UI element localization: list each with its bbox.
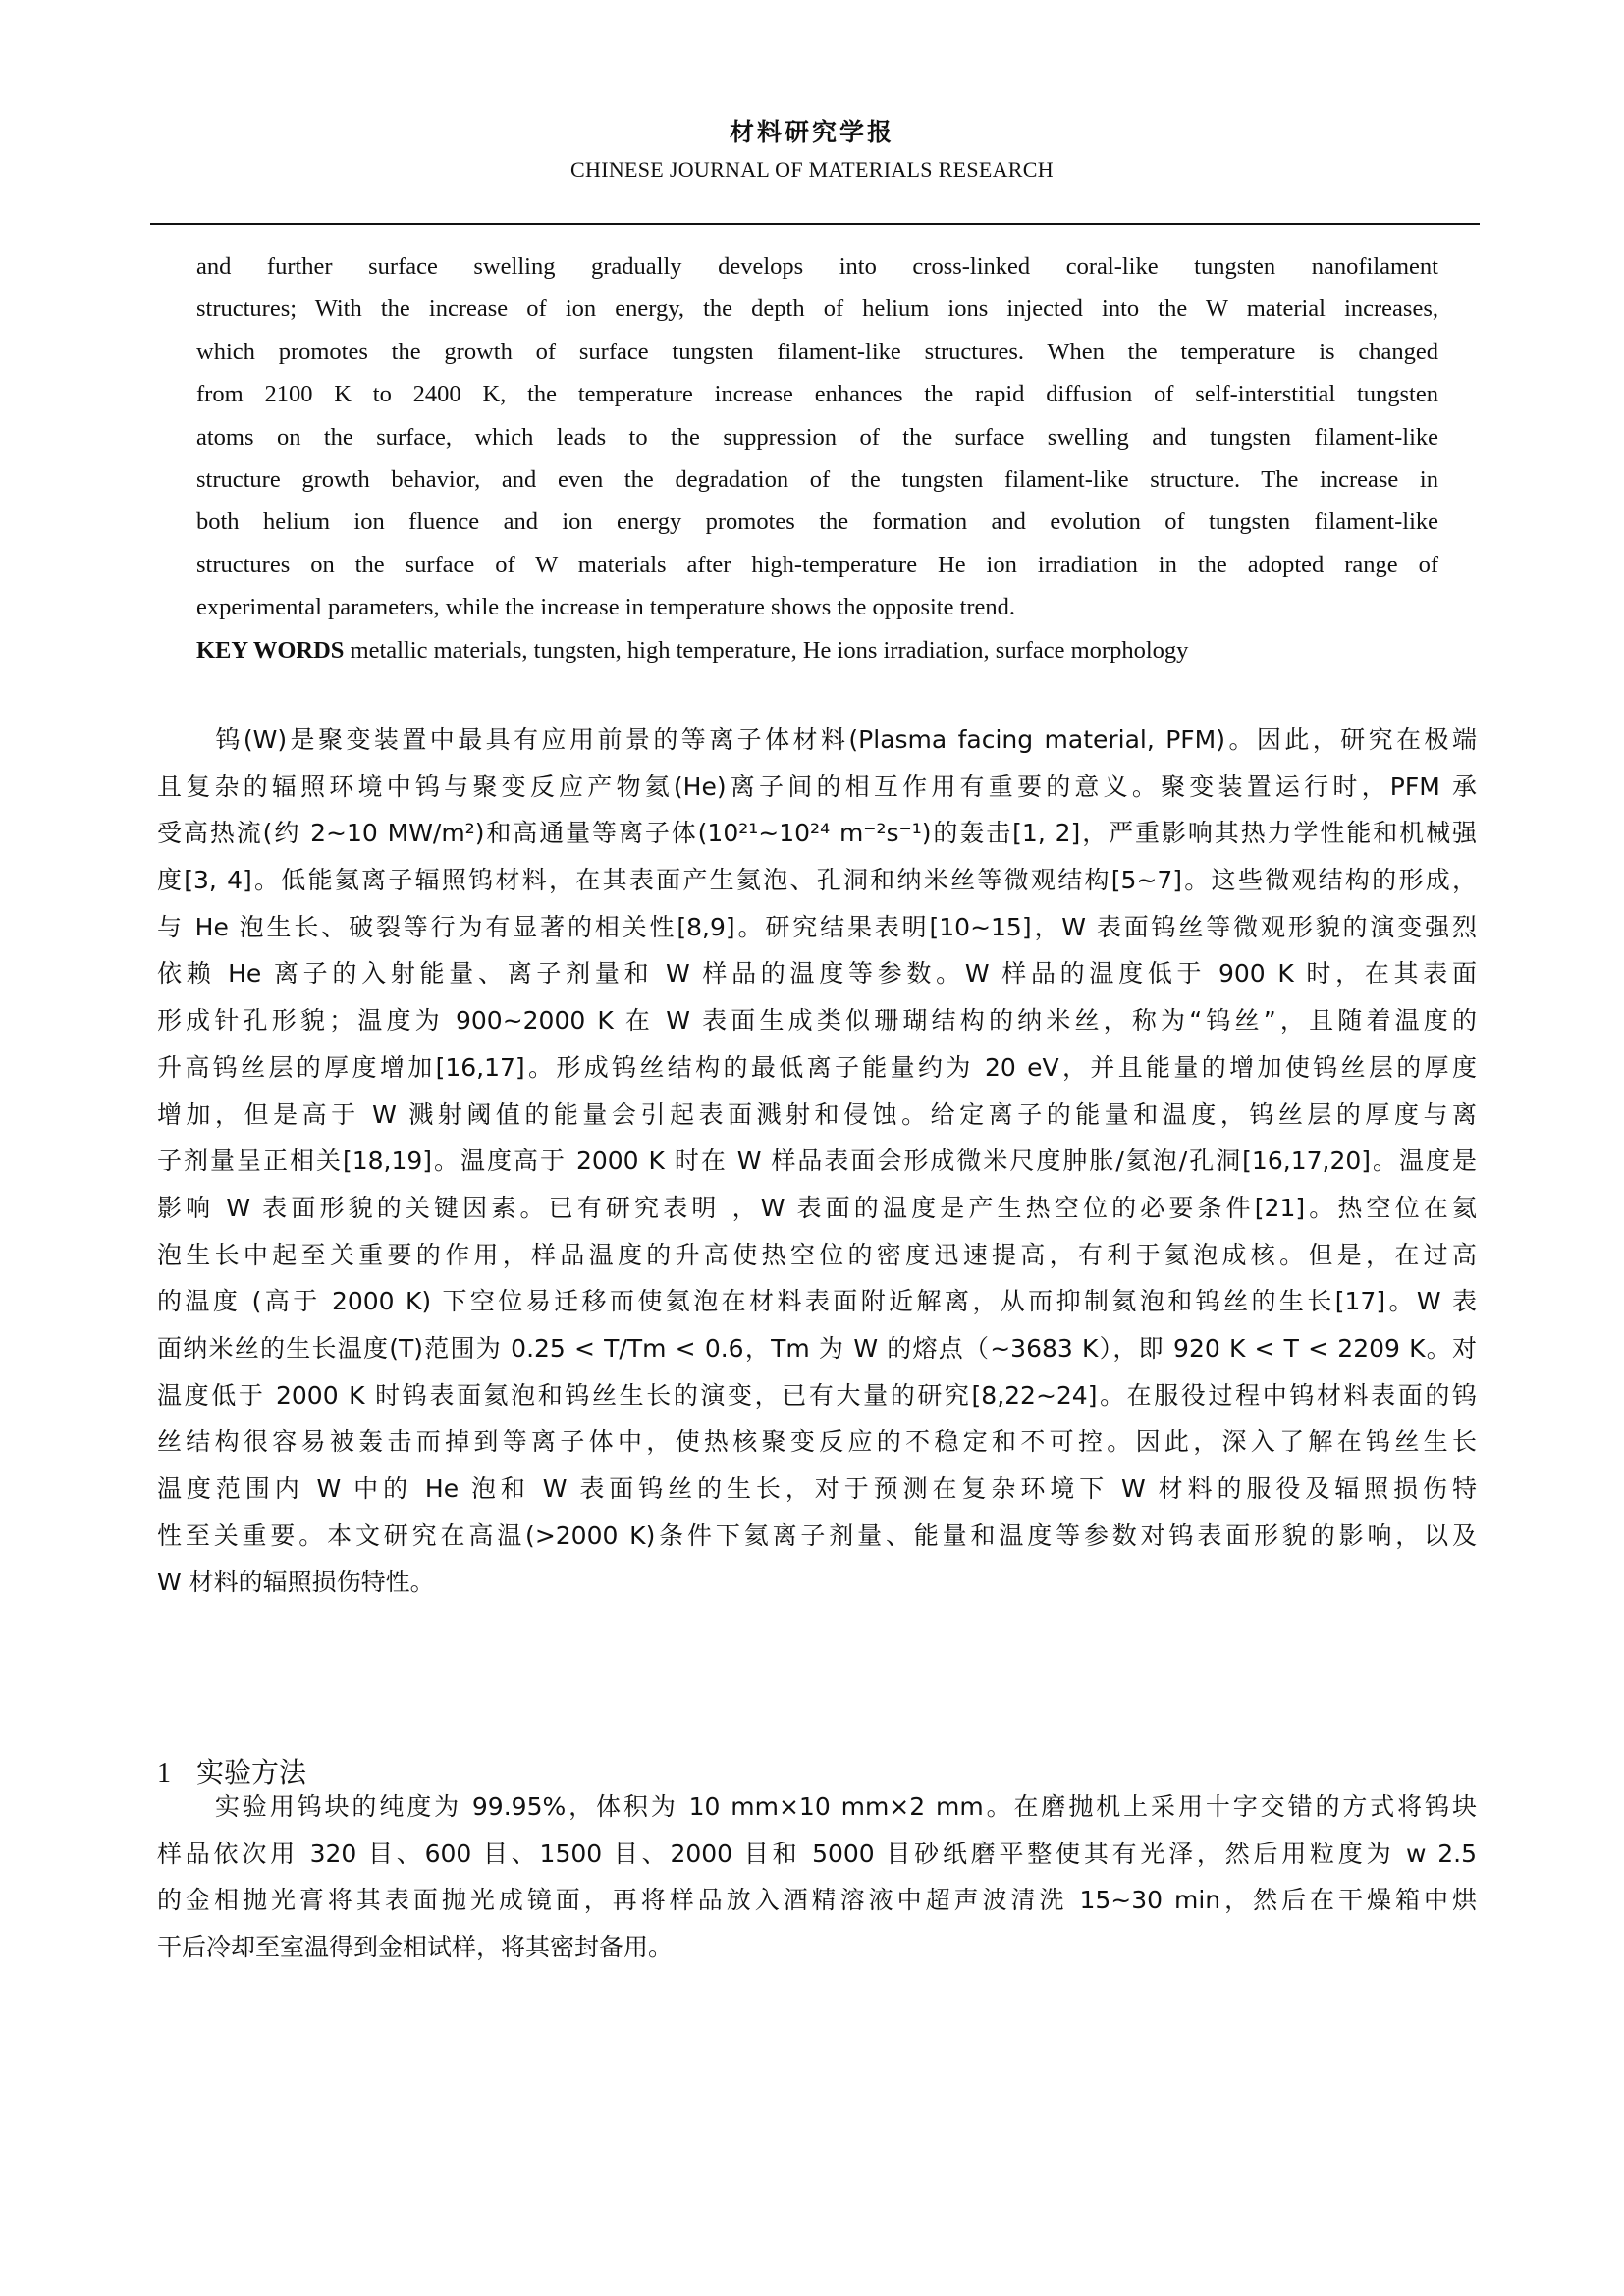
method-line: 的金相抛光膏将其表面抛光成镜面，再将样品放入酒精溶液中超声波清洗 15~30 min，然后在干燥箱中烘 (157, 1886, 1477, 1915)
intro-line: 性至关重要。本文研究在高温(>2000 K)条件下氦离子剂量、能量和温度等参数对钨表面形貌的影响，以及 (157, 1521, 1477, 1550)
abstract-line: from 2100 K to 2400 K, the temperature increase enhances the rapid diffusion of self-interstitial tungsten (196, 381, 1438, 408)
running-header (0, 116, 1624, 187)
intro-line: 面纳米丝的生长温度(T)范围为 0.25 < T/Tm < 0.6，Tm 为 W 的熔点（~3683 K），即 920 K < T < 2209 K。对 (157, 1333, 1477, 1362)
intro-line: 增加，但是高于 W 溅射阈值的能量会引起表面溅射和侵蚀。给定离子的能量和温度，钨丝层的厚度与离 (157, 1099, 1477, 1129)
abstract-line: which promotes the growth of surface tungsten filament-like structures. When the temperature is changed (196, 338, 1438, 365)
intro-line: 子剂量呈正相关[18,19]。温度高于 2000 K 时在 W 样品表面会形成微米尺度肿胀/氦泡/孔洞[16,17,20]。温度是 (157, 1147, 1477, 1176)
intro-line: 受高热流(约 2~10 MW/m²)和高通量等离子体(10²¹~10²⁴ m⁻²s⁻¹)的轰击[1, 2]，严重影响其热力学性能和机械强 (157, 819, 1477, 848)
intro-line: 泡生长中起至关重要的作用，样品温度的升高使热空位的密度迅速提高，有利于氦泡成核。但是，在过高 (157, 1240, 1477, 1269)
section-number: 1 (157, 1758, 171, 1789)
english-abstract (196, 245, 1438, 671)
intro-line: 形成针孔形貌；温度为 900~2000 K 在 W 表面生成类似珊瑚结构的纳米丝，称为“钨丝”，且随着温度的 (157, 1006, 1477, 1036)
keywords-label: KEY WORDS (196, 636, 345, 664)
abstract-line: structures; With the increase of ion energy, the depth of helium ions injected into the W material increases, (196, 295, 1438, 323)
method-line: 样品依次用 320 目、600 目、1500 目、2000 目和 5000 目砂纸磨平整使其有光泽，然后用粒度为 w 2.5 (157, 1839, 1477, 1868)
intro-line: 与 He 泡生长、破裂等行为有显著的相关性[8,9]。研究结果表明[10~15]，W 表面钨丝等微观形貌的演变强烈 (157, 912, 1477, 941)
keywords-list: metallic materials, tungsten, high temperature, He ions irradiation, surface morphology (350, 636, 1189, 664)
intro-line: W 材料的辐照损伤特性。 (157, 1568, 435, 1597)
intro-line: 的温度 (高于 2000 K) 下空位易迁移而使氦泡在材料表面附近解离，从而抑制氦泡和钨丝的生长[17]。W 表 (157, 1287, 1477, 1316)
abstract-line: both helium ion fluence and ion energy promotes the formation and evolution of tungsten filament-like (196, 508, 1438, 536)
intro-line: 温度范围内 W 中的 He 泡和 W 表面钨丝的生长，对于预测在复杂环境下 W 材料的服役及辐照损伤特 (157, 1474, 1477, 1503)
abstract-line: structures on the surface of W materials after high-temperature He ion irradiation in the adopted range of (196, 551, 1438, 578)
method-line: 干后冷却至室温得到金相试样，将其密封备用。 (157, 1933, 674, 1962)
keywords-line (196, 629, 1438, 671)
intro-line: 温度低于 2000 K 时钨表面氦泡和钨丝生长的演变，已有大量的研究[8,22~24]。在服役过程中钨材料表面的钨 (157, 1380, 1477, 1410)
intro-line: 丝结构很容易被轰击而掉到等离子体中，使热核聚变反应的不稳定和不可控。因此，深入了解在钨丝生长 (157, 1427, 1477, 1457)
abstract-line: and further surface swelling gradually develops into cross-linked coral-like tungsten nanofilament (196, 253, 1438, 280)
abstract-line: structure growth behavior, and even the degradation of the tungsten filament-like structure. The increase in (196, 466, 1438, 494)
intro-line: 影响 W 表面形貌的关键因素。已有研究表明 ，W 表面的温度是产生热空位的必要条件[21]。热空位在氦 (157, 1193, 1477, 1222)
intro-line: 且复杂的辐照环境中钨与聚变反应产物氦(He)离子间的相互作用有重要的意义。聚变装置运行时，PFM 承 (157, 772, 1477, 801)
introduction-paragraph (157, 717, 1477, 1606)
section-title: 实验方法 (196, 1756, 307, 1789)
abstract-line: experimental parameters, while the increase in temperature shows the opposite trend. (196, 594, 1016, 621)
methods-paragraph (157, 1784, 1477, 1971)
intro-line: 度[3, 4]。低能氦离子辐照钨材料，在其表面产生氦泡、孔洞和纳米丝等微观结构[5~7]。这些微观结构的形成， (157, 866, 1477, 895)
journal-title-chinese: 材料研究学报 (729, 118, 894, 146)
abstract-line: atoms on the surface, which leads to the suppression of the surface swelling and tungsten filament-like (196, 423, 1438, 451)
intro-line: 依赖 He 离子的入射能量、离子剂量和 W 样品的温度等参数。W 样品的温度低于 900 K 时，在其表面 (157, 959, 1477, 988)
intro-line: 升高钨丝层的厚度增加[16,17]。形成钨丝结构的最低离子能量约为 20 eV，并且能量的增加使钨丝层的厚度 (157, 1052, 1477, 1082)
journal-title-english: CHINESE JOURNAL OF MATERIALS RESEARCH (570, 157, 1054, 182)
header-rule (150, 223, 1480, 225)
method-line-first: 实验用钨块的纯度为 99.95%，体积为 10 mm×10 mm×2 mm。在磨抛机上采用十字交错的方式将钨块 (212, 1792, 1477, 1821)
intro-line-first: 钨(W)是聚变装置中最具有应用前景的等离子体材料(Plasma facing material, PFM)。因此，研究在极端 (212, 725, 1477, 754)
